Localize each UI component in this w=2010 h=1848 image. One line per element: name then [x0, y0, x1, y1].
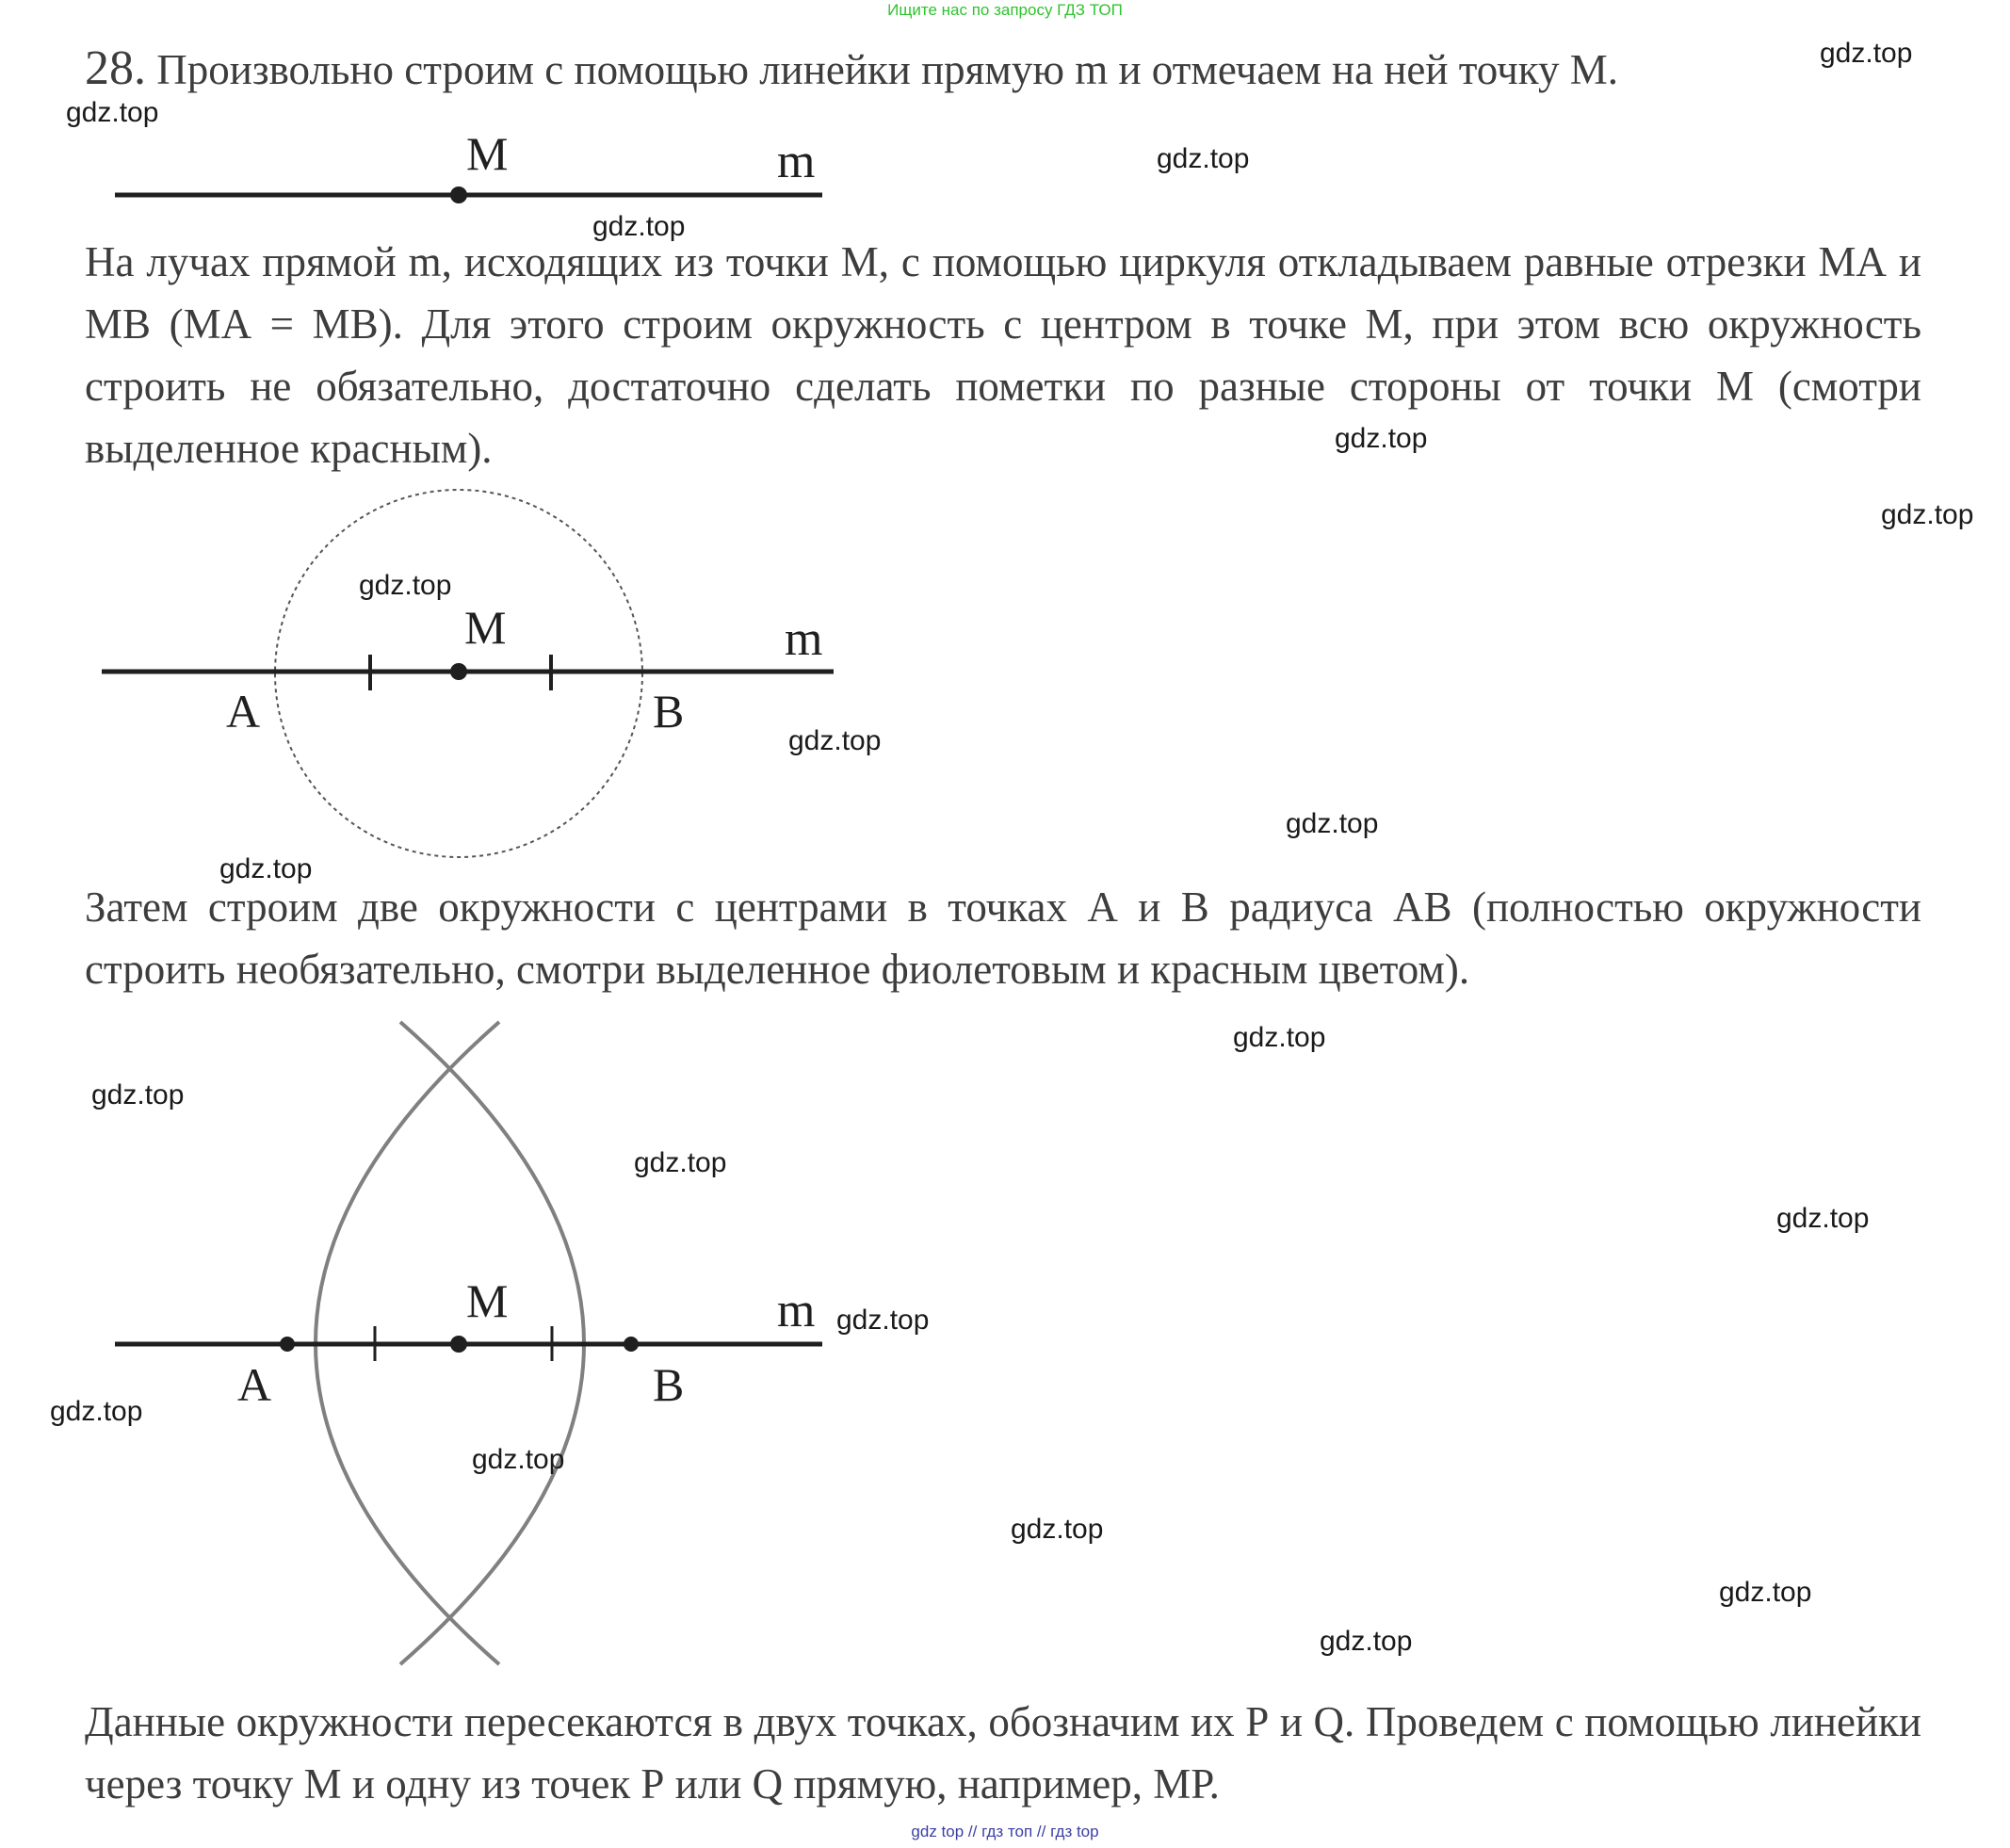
- watermark: gdz.top: [1776, 1203, 1870, 1234]
- paragraph-1: На лучах прямой m, исходящих из точки М, с помощью циркуля откладываем равные отрезки МА и МВ (МА = МВ). Для этого строим окружность с центром в точке М, при этом всю окружность строить не обязательно, достаточно сделать пометки по разные стороны от точки М (смотри выделенное красным).: [85, 238, 1921, 472]
- point-a-label: A: [226, 685, 261, 738]
- watermark: gdz.top: [1011, 1514, 1104, 1545]
- point-b-label: B: [653, 1358, 685, 1411]
- problem-number: 28.: [85, 41, 146, 95]
- line-m-label: m: [777, 1284, 816, 1337]
- watermark: gdz.top: [1719, 1577, 1812, 1608]
- watermark: gdz.top: [1820, 38, 1913, 69]
- problem-intro: Произвольно строим с помощью линейки прямую m и отмечаем на ней точку М.: [156, 46, 1618, 93]
- watermark: gdz.top: [1335, 423, 1428, 454]
- watermark: gdz.top: [1233, 1022, 1326, 1053]
- watermark: gdz.top: [836, 1305, 930, 1336]
- watermark: gdz.top: [592, 211, 686, 242]
- paragraph-2: Затем строим две окружности с центрами в точках А и В радиуса АВ (полностью окружности строить необязательно, смотри выделенное фиолетовым и красным цветом).: [85, 883, 1921, 993]
- watermark: gdz.top: [50, 1396, 143, 1427]
- point-m-label: M: [466, 1274, 509, 1327]
- watermark: gdz.top: [66, 97, 159, 128]
- point-m-label: M: [464, 601, 507, 654]
- watermark: gdz.top: [359, 570, 452, 601]
- paragraph-3: Данные окружности пересекаются в двух точках, обозначим их Р и Q. Проведем с помощью линейки через точку М и одну из точек Р или Q прямую, например, МР.: [85, 1698, 1921, 1807]
- line-m-label: m: [777, 135, 816, 188]
- top-banner[interactable]: Ищите нас по запросу ГДЗ ТОП: [887, 1, 1123, 19]
- bottom-banner[interactable]: gdz top // гдз топ // гдз top: [911, 1823, 1099, 1840]
- watermark: gdz.top: [1881, 499, 1974, 530]
- point-m-label: M: [466, 127, 509, 180]
- point-b-dot: [624, 1337, 639, 1352]
- point-b-label: B: [653, 685, 685, 738]
- watermark: gdz.top: [634, 1147, 727, 1178]
- watermark: gdz.top: [472, 1444, 565, 1475]
- point-a-label: A: [237, 1358, 272, 1411]
- watermark: gdz.top: [1286, 808, 1379, 839]
- watermark: gdz.top: [788, 725, 882, 756]
- watermark: gdz.top: [1157, 143, 1250, 174]
- point-a-dot: [280, 1337, 295, 1352]
- line-m-label: m: [785, 612, 823, 666]
- watermark: gdz.top: [91, 1079, 185, 1110]
- watermark: gdz.top: [219, 853, 313, 884]
- point-m-dot: [450, 1336, 467, 1353]
- watermark: gdz.top: [1320, 1626, 1413, 1657]
